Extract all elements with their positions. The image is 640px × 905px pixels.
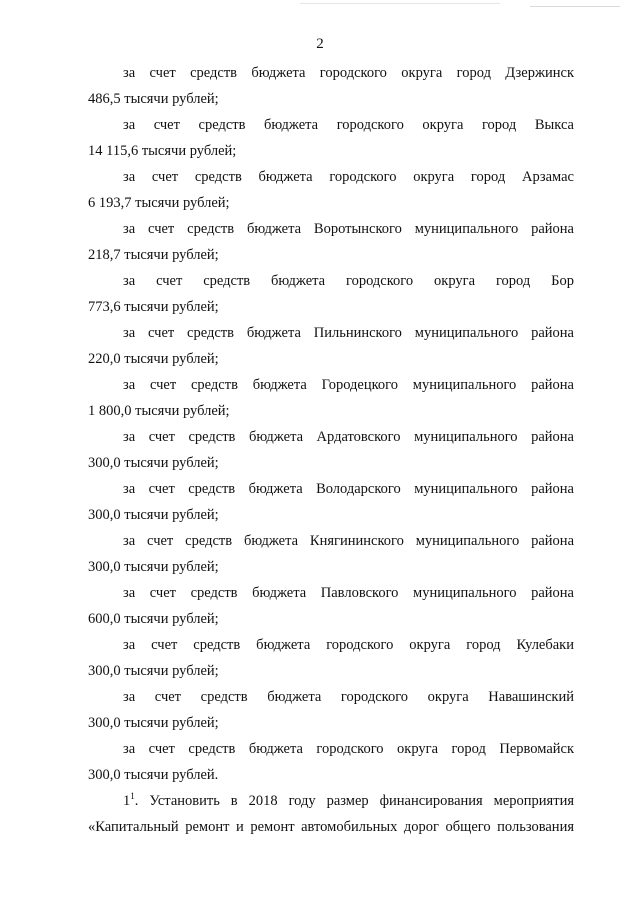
funding-entry-source: за счет средств бюджета Пильнинского муниципального района xyxy=(123,325,574,341)
funding-entry-amount: 220,0 тысячи рублей; xyxy=(88,351,219,367)
funding-entry-source: за счет средств бюджета городского округа город Бор xyxy=(123,273,574,289)
funding-entry-source: за счет средств бюджета городского округа город Первомайск xyxy=(123,741,574,757)
funding-entry-amount: 300,0 тысячи рублей; xyxy=(88,559,219,575)
funding-entry-amount: 14 115,6 тысячи рублей; xyxy=(88,143,237,159)
funding-entry-source: за счет средств бюджета Ардатовского муниципального района xyxy=(123,429,574,445)
funding-entry xyxy=(88,268,574,320)
scan-artifact xyxy=(300,3,500,4)
funding-entry-amount: 300,0 тысячи рублей; xyxy=(88,715,219,731)
funding-entry xyxy=(88,736,574,788)
funding-entry-amount: 6 193,7 тысячи рублей; xyxy=(88,195,230,211)
funding-entry-source: за счет средств бюджета городского округа Навашинский xyxy=(123,689,574,705)
paragraph-1-1 xyxy=(88,788,574,840)
funding-entry-amount: 300,0 тысячи рублей; xyxy=(88,455,219,471)
funding-entry-source: за счет средств бюджета Княгининского муниципального района xyxy=(123,533,574,549)
funding-entry xyxy=(88,60,574,112)
paragraph-second-line: «Капитальный ремонт и ремонт автомобильных дорог общего пользования xyxy=(88,819,574,835)
paragraph-superscript: 1 xyxy=(130,791,135,802)
funding-entry xyxy=(88,372,574,424)
funding-list xyxy=(88,60,574,788)
funding-entry-amount: 300,0 тысячи рублей; xyxy=(88,507,219,523)
funding-entry xyxy=(88,684,574,736)
page-number: 2 xyxy=(316,36,324,52)
funding-entry-amount: 300,0 тысячи рублей. xyxy=(88,767,219,783)
funding-entry-source: за счет средств бюджета городского округа город Дзержинск xyxy=(123,65,574,81)
funding-entry-amount: 486,5 тысячи рублей; xyxy=(88,91,219,107)
funding-entry-source: за счет средств бюджета Павловского муниципального района xyxy=(123,585,574,601)
funding-entry-amount: 300,0 тысячи рублей; xyxy=(88,663,219,679)
funding-entry-amount: 773,6 тысячи рублей; xyxy=(88,299,219,315)
funding-entry xyxy=(88,580,574,632)
funding-entry xyxy=(88,320,574,372)
paragraph-first-line xyxy=(88,788,574,814)
funding-entry xyxy=(88,112,574,164)
funding-entry xyxy=(88,528,574,580)
document-body xyxy=(88,60,574,840)
funding-entry-amount: 218,7 тысячи рублей; xyxy=(88,247,219,263)
funding-entry xyxy=(88,164,574,216)
funding-entry-source: за счет средств бюджета городского округа город Кулебаки xyxy=(123,637,574,653)
funding-entry-amount: 1 800,0 тысячи рублей; xyxy=(88,403,230,419)
funding-entry xyxy=(88,216,574,268)
paragraph-text-1: . Установить в 2018 году размер финансирования мероприятия xyxy=(134,793,574,809)
funding-entry-source: за счет средств бюджета Володарского муниципального района xyxy=(123,481,574,497)
funding-entry-source: за счет средств бюджета городского округа город Арзамас xyxy=(123,169,574,185)
funding-entry xyxy=(88,632,574,684)
funding-entry xyxy=(88,424,574,476)
funding-entry-source: за счет средств бюджета Воротынского муниципального района xyxy=(123,221,574,237)
scan-artifact xyxy=(530,6,620,7)
paragraph-number: 1 xyxy=(123,793,131,809)
funding-entry-amount: 600,0 тысячи рублей; xyxy=(88,611,219,627)
funding-entry xyxy=(88,476,574,528)
funding-entry-source: за счет средств бюджета городского округа город Выкса xyxy=(123,117,574,133)
funding-entry-source: за счет средств бюджета Городецкого муниципального района xyxy=(123,377,574,393)
